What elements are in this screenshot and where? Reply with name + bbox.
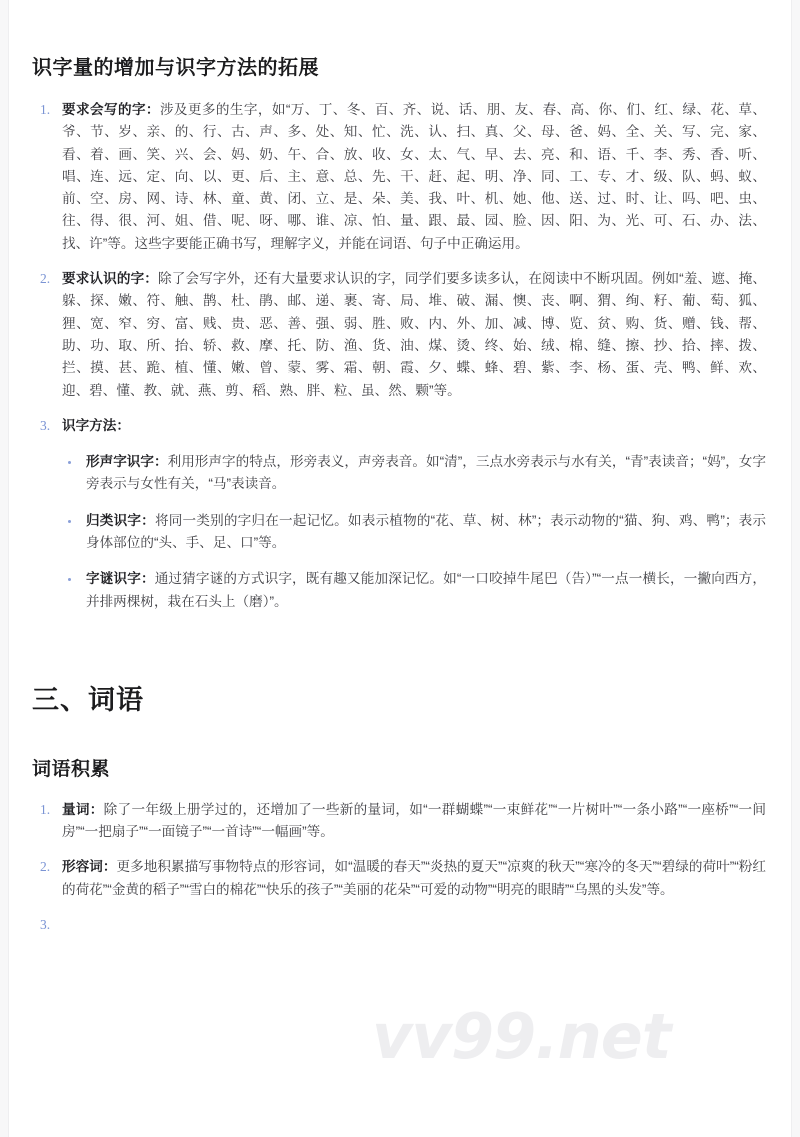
watermark: vv99.net (372, 1000, 671, 1073)
item-lead: 量词： (62, 801, 104, 817)
paragraph (62, 268, 766, 402)
method-body: 通过猜字谜的方式识字，既有趣又能加深记忆。如“一口咬掉牛尾巴（告）”“一点一横长，一撇向西方，并排两棵树，栽在石头上（磨）”。 (86, 571, 767, 609)
literacy-list (32, 99, 766, 613)
paragraph (86, 451, 766, 496)
list-item (62, 451, 766, 496)
item-body: 更多地积累描写事物特点的形容词，如“温暖的春天”“炎热的夏天”“凉爽的秋天”“寒冷的冬天”“碧绿的荷叶”“粉红的荷花”“金黄的稻子”“雪白的棉花”“快乐的孩子”“美丽的花朵”“可爱的动物”“明亮的眼睛”“乌黑的头发”等。 (62, 859, 767, 897)
list-item (32, 856, 766, 901)
list-item (62, 510, 766, 555)
method-body: 将同一类别的字归在一起记忆。如表示植物的“花、草、树、林”；表示动物的“猫、狗、鸡、鸭”；表示身体部位的“头、手、足、口”等。 (86, 512, 767, 551)
paragraph (62, 99, 766, 255)
section-heading-literacy: 识字量的增加与识字方法的拓展 (32, 57, 319, 79)
list-item (32, 799, 766, 844)
item-body: 除了一年级上册学过的，还增加了一些新的量词，如“一群蝴蝶”“一束鲜花”“一片树叶”“一条小路”“一座桥”“一间房”“一把扇子”“一面镜子”“一首诗”“一幅画”等。 (62, 801, 767, 840)
major-heading-vocabulary: 三、词语 (32, 684, 144, 715)
paragraph (62, 799, 766, 844)
item-lead: 要求认识的字： (62, 271, 159, 287)
list-item (32, 99, 766, 255)
item-body: 涉及更多的生字，如“万、丁、冬、百、齐、说、话、朋、友、春、高、你、们、红、绿、花、草、爷、节、岁、亲、的、行、古、声、多、处、知、忙、洗、认、扫、真、父、母、爸、妈、全、关、写、完、家、看、着、画、笑、兴、会、妈、奶、午、合、放、收、女、太、气、早、去、亮、和、语、千、李、秀、香、听、唱、连、远、定、向、以、更、后、主、意、总、先、干、赶、起、明、净、同、工、专、才、级、队、蚂、蚁、前、空、房、网、诗、林、童、黄、闭、立、是、朵、美、我、叶、机、她、他、送、过、时、让、吗、吧、虫、往、得、很、河、姐、借、呢、呀、哪、谁、凉、怕、量、跟、最、园、脸、因、阳、为、光、可、石、办、法、找、许”等。这些字要能正确书写，理解字义，并能在词语、句子中正确运用。 (62, 102, 767, 251)
item-lead: 形容词： (62, 859, 117, 875)
item-lead: 要求会写的字： (62, 102, 160, 117)
paragraph (86, 568, 766, 613)
paragraph (86, 510, 766, 555)
heading-spacer (32, 718, 766, 758)
list-item (32, 415, 766, 613)
item-lead: 识字方法： (62, 417, 130, 433)
vocabulary-list (32, 799, 766, 901)
method-body: 利用形声字的特点，形旁表义，声旁表音。如“清”，三点水旁表示与水有关，“青”表读音；“妈”，女字旁表示与女性有关，“马”表读音。 (86, 454, 766, 492)
list-item (62, 568, 766, 613)
literacy-methods-list (62, 451, 766, 613)
paragraph (62, 415, 766, 437)
section-spacer (32, 627, 766, 683)
list-item (32, 268, 766, 402)
item-body: 除了会写字外，还有大量要求认识的字，同学们要多读多认，在阅读中不断巩固。例如“羞、遮、掩、躲、探、嫩、符、触、鹊、杜、鹃、邮、递、裹、寄、局、堆、破、漏、懊、丧、啊、猬、绚、籽、葡、萄、狐、狸、宽、窄、穷、富、贱、贵、恶、善、强、弱、胜、败、内、外、加、减、博、览、贫、购、货、赠、钱、帮、助、功、取、所、抬、轿、救、摩、托、防、渔、货、油、煤、烫、终、始、绒、棉、缝、擦、抄、拾、摔、拨、拦、摸、甚、跪、植、懂、嫩、曾、蒙、雾、霜、朝、霞、夕、蝶、蜂、碧、紫、李、杨、蛋、壳、鸭、鲜、欢、迎、碧、懂、教、就、燕、剪、稻、熟、胖、粒、虽、然、颗”等。 (62, 271, 767, 398)
method-lead: 归类识字： (86, 512, 155, 528)
paragraph (62, 856, 766, 901)
section-heading-vocab-accumulation: 词语积累 (32, 759, 111, 781)
method-lead: 字谜识字： (86, 571, 155, 587)
method-lead: 形声字识字： (86, 454, 168, 470)
